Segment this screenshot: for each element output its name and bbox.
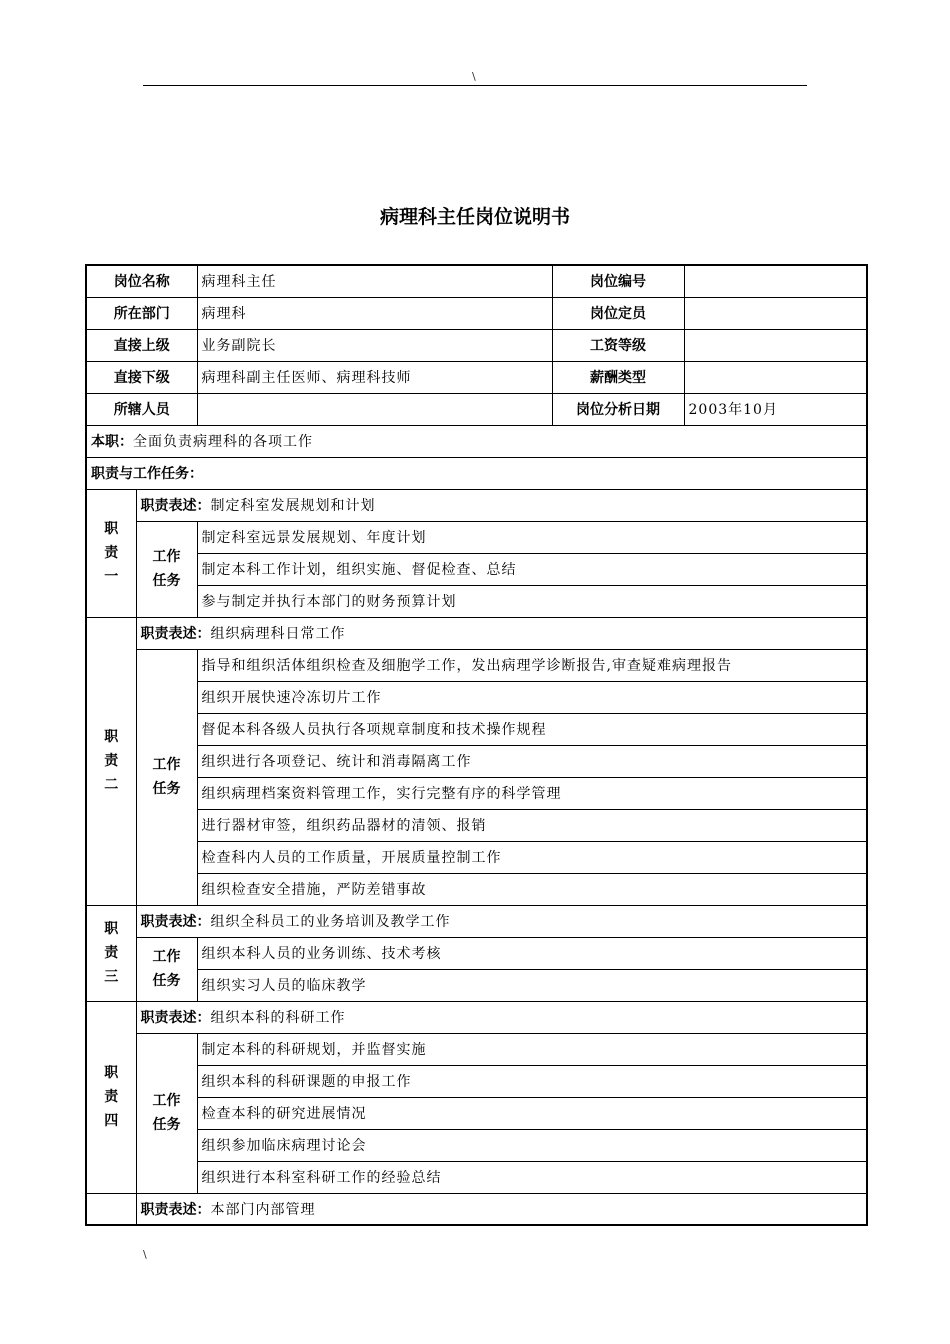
work-tasks-line: 工作 xyxy=(152,757,181,773)
duty-statement xyxy=(136,489,867,521)
task-item: 组织病理档案资料管理工作，实行完整有序的科学管理 xyxy=(197,777,867,809)
task-item: 进行器材审签，组织药品器材的清领、报销 xyxy=(197,809,867,841)
job-description-table xyxy=(85,264,868,1226)
field-label: 岗位定员 xyxy=(552,297,684,329)
work-tasks-line: 工作 xyxy=(152,949,181,965)
duty-statement-label: 职责表述： xyxy=(140,498,211,514)
duty-statement-text: 组织病理科日常工作 xyxy=(210,626,346,642)
task-item: 参与制定并执行本部门的财务预算计划 xyxy=(197,585,867,617)
field-value: 病理科主任 xyxy=(197,265,552,297)
duty-statement-label: 职责表述： xyxy=(140,626,211,642)
duty-statement-label: 职责表述： xyxy=(140,1010,211,1026)
field-label: 岗位名称 xyxy=(86,265,197,297)
work-tasks-line: 任务 xyxy=(152,1117,181,1133)
task-item: 检查科内人员的工作质量，开展质量控制工作 xyxy=(197,841,867,873)
duty-name xyxy=(86,1001,136,1193)
info-row xyxy=(86,297,867,329)
field-value: 病理科副主任医师、病理科技师 xyxy=(197,361,552,393)
duty-name-char: 职 xyxy=(104,521,119,537)
info-row xyxy=(86,361,867,393)
duty-statement-label: 职责表述： xyxy=(140,1201,211,1218)
work-tasks-line: 工作 xyxy=(152,549,181,565)
duty-name-char: 三 xyxy=(104,969,119,985)
field-label: 岗位编号 xyxy=(552,265,684,297)
task-item: 组织进行本科室科研工作的经验总结 xyxy=(197,1161,867,1193)
task-item: 组织开展快速冷冻切片工作 xyxy=(197,681,867,713)
field-value: 业务副院长 xyxy=(197,329,552,361)
duty-name-char: 一 xyxy=(104,569,119,585)
field-value: 病理科 xyxy=(197,297,552,329)
duty-statement xyxy=(136,905,867,937)
task-item: 组织实习人员的临床教学 xyxy=(197,969,867,1001)
work-tasks-label xyxy=(136,937,197,1001)
page-title: 病理科主任岗位说明书 xyxy=(379,206,570,228)
task-item: 督促本科各级人员执行各项规章制度和技术操作规程 xyxy=(197,713,867,745)
work-tasks-label xyxy=(136,1033,197,1193)
field-value xyxy=(684,361,867,393)
work-tasks-label xyxy=(136,649,197,905)
duty-name xyxy=(86,617,136,905)
info-row xyxy=(86,329,867,361)
duty-statement-text: 本部门内部管理 xyxy=(210,1201,316,1218)
duty-statement-text: 组织本科的科研工作 xyxy=(210,1010,346,1026)
main-duty-text: 全面负责病理科的各项工作 xyxy=(133,434,313,450)
header-mark: \ xyxy=(472,70,476,83)
field-label: 直接上级 xyxy=(86,329,197,361)
work-tasks-line: 任务 xyxy=(152,573,181,589)
field-label: 工资等级 xyxy=(552,329,684,361)
work-tasks-line: 工作 xyxy=(152,1093,181,1109)
duty-name-char: 责 xyxy=(104,945,119,961)
field-label: 岗位分析日期 xyxy=(552,393,684,425)
duty-name xyxy=(86,489,136,617)
task-item: 组织进行各项登记、统计和消毒隔离工作 xyxy=(197,745,867,777)
field-value xyxy=(684,297,867,329)
duty-name xyxy=(86,1193,136,1225)
duty-statement xyxy=(136,1193,867,1225)
duty-name-char: 职 xyxy=(104,921,119,937)
duty-name-char: 责 xyxy=(104,545,119,561)
info-row xyxy=(86,393,867,425)
duty-name-char: 责 xyxy=(104,753,119,769)
task-item: 检查本科的研究进展情况 xyxy=(197,1097,867,1129)
task-item: 组织参加临床病理讨论会 xyxy=(197,1129,867,1161)
duty-name-char: 四 xyxy=(104,1113,119,1129)
field-label: 所在部门 xyxy=(86,297,197,329)
duty-name-char: 二 xyxy=(104,777,119,793)
duties-heading: 职责与工作任务： xyxy=(86,457,867,489)
duty-name-char: 职 xyxy=(104,729,119,745)
duty-name xyxy=(86,905,136,1001)
info-row xyxy=(86,265,867,297)
duty-statement-text: 组织全科员工的业务培训及教学工作 xyxy=(210,914,451,930)
field-label: 所辖人员 xyxy=(86,393,197,425)
field-value xyxy=(197,393,552,425)
field-value xyxy=(684,329,867,361)
field-label: 薪酬类型 xyxy=(552,361,684,393)
task-item: 指导和组织活体组织检查及细胞学工作，发出病理学诊断报告,审查疑难病理报告 xyxy=(197,649,867,681)
duty-statement xyxy=(136,617,867,649)
duty-statement xyxy=(136,1001,867,1033)
task-item: 组织本科人员的业务训练、技术考核 xyxy=(197,937,867,969)
task-item: 制定本科工作计划，组织实施、督促检查、总结 xyxy=(197,553,867,585)
field-label: 直接下级 xyxy=(86,361,197,393)
work-tasks-line: 任务 xyxy=(152,781,181,797)
task-item: 制定科室远景发展规划、年度计划 xyxy=(197,521,867,553)
main-duty-row xyxy=(86,425,867,457)
duty-statement-text: 制定科室发展规划和计划 xyxy=(210,498,376,514)
duty-statement-label: 职责表述： xyxy=(140,914,211,930)
work-tasks-line: 任务 xyxy=(152,973,181,989)
duty-name-char: 职 xyxy=(104,1065,119,1081)
footer-mark: \ xyxy=(143,1248,147,1261)
task-item: 制定本科的科研规划，并监督实施 xyxy=(197,1033,867,1065)
field-value xyxy=(684,265,867,297)
duty-name-char: 责 xyxy=(104,1089,119,1105)
field-value: 2003年10月 xyxy=(684,393,867,425)
task-item: 组织本科的科研课题的申报工作 xyxy=(197,1065,867,1097)
work-tasks-label xyxy=(136,521,197,617)
main-duty-label: 本职： xyxy=(91,434,133,450)
header-rule xyxy=(143,85,807,86)
task-item: 组织检查安全措施，严防差错事故 xyxy=(197,873,867,905)
